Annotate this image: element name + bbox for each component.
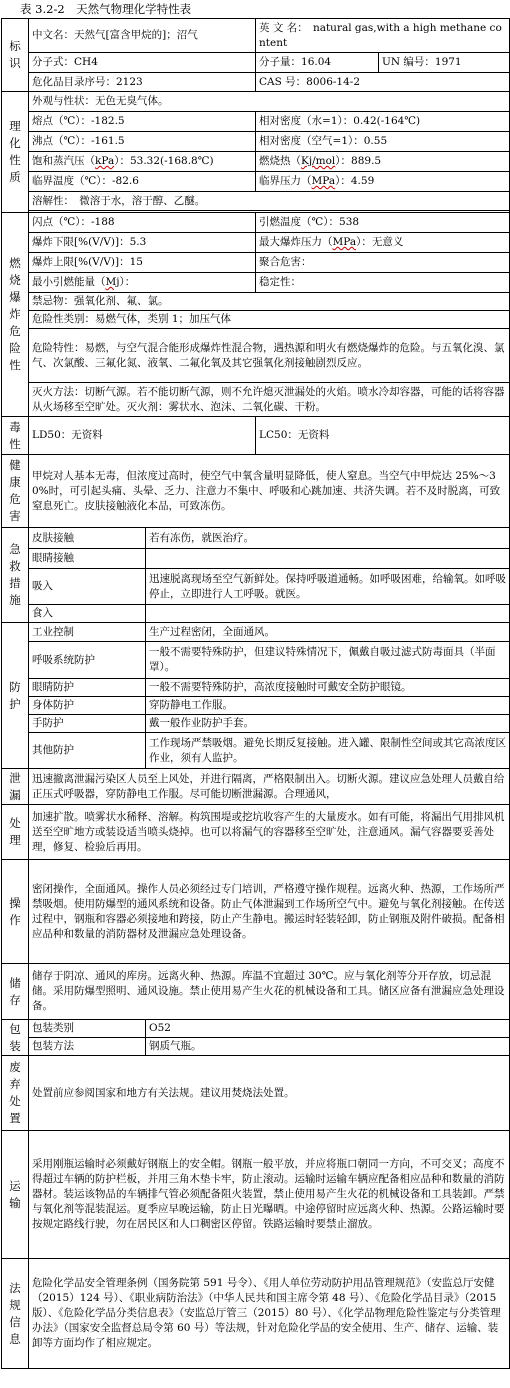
- flash-point: 闪点（℃）：-188: [29, 213, 256, 233]
- leak-text: 迅速撤离泄漏污染区人员至上风处，并进行隔离，严格限制出入。切断火源。建议应急处理人员戴自给正压式呼吸器，穿防静电工作服。尽可能切断泄漏源。合理通风，: [29, 769, 510, 805]
- combustion-heat-unit: Kj/mol: [301, 155, 336, 167]
- section-waste: 废弃处置: [2, 1056, 29, 1131]
- critical-pressure-value: ）：4.59: [335, 175, 375, 187]
- table-caption: 表 3.2-2 天然气物理化学特性表: [20, 2, 192, 16]
- packaging-class-label: 包装类别: [29, 1020, 146, 1038]
- section-packaging: 包装: [2, 1020, 29, 1056]
- boiling-point: 沸点（℃）：-161.5: [29, 132, 256, 152]
- vapor-pressure-label: 饱和蒸汽压（: [32, 155, 95, 167]
- appearance: 外观与性状：无色无臭气体。: [29, 92, 510, 112]
- protection-text-respiratory: 一般不需要特殊防护，但建议特殊情况下，佩戴自吸过滤式防毒面具（半面罩）。: [146, 642, 510, 679]
- section-first-aid: 急救措施: [2, 528, 29, 623]
- protection-text-eye: 一般不需要特殊防护，高浓度接触时可戴安全防护眼镜。: [146, 679, 510, 697]
- critical-pressure: [256, 172, 510, 192]
- first-aid-label-inhalation: 吸入: [29, 569, 146, 605]
- packaging-method-label: 包装方法: [29, 1038, 146, 1056]
- min-ignition-energy: [29, 273, 256, 293]
- protection-text-hand: 戴一般作业防护手套。: [146, 715, 510, 733]
- relative-density-water: 相对密度（水=1）：0.42(-164℃): [256, 112, 510, 132]
- ld50: LD50：无资料: [29, 417, 256, 455]
- min-ignition-label: 最小引燃能量（: [32, 276, 106, 288]
- max-pressure-value: ）：无意义: [356, 236, 404, 248]
- section-health: 健康危害: [2, 455, 29, 528]
- relative-density-air: 相对密度（空气=1）：0.55: [256, 132, 510, 152]
- section-identification: 标识: [2, 19, 29, 92]
- packaging-method-value: 钢质气瓶。: [146, 1038, 510, 1056]
- protection-text-other: 工作现场严禁吸烟。避免长期反复接触。进入罐、限制性空间或其它高浓度区作业，须有人监护。: [146, 733, 510, 769]
- waste-text: 处置前应参阅国家和地方有关法规。建议用焚烧法处置。: [29, 1056, 510, 1131]
- protection-label-engineering: 工业控制: [29, 623, 146, 642]
- saturated-vapor-pressure: [29, 152, 256, 172]
- first-aid-label-ingestion: 食入: [29, 605, 146, 623]
- max-pressure-label: 最大爆炸压力（: [259, 236, 333, 248]
- min-ignition-unit: Mj: [105, 276, 120, 288]
- english-name: 英 文 名： natural gas,with a high methane content: [256, 19, 510, 53]
- incompatible-materials: 禁忌物：强氧化剂、氟、氯。: [29, 293, 510, 311]
- hazard-characteristics: 危险特性：易燃，与空气混合能形成爆炸性混合物，遇热源和明火有燃烧爆炸的危险。与五氧化溴、氯气、次氯酸、三氟化氮、液氧、二氟化氧及其它强氧化剂接触剧烈反应。: [29, 329, 510, 383]
- stability: 稳定性：: [256, 273, 510, 293]
- transport-text: 采用刚瓶运输时必须戴好钢瓶上的安全帽。钢瓶一般平放，并应将瓶口朝同一方向，不可交叉；高度不得超过车辆的防护栏板，并用三角木垫卡牢，防止滚动。运输时运输车辆应配备相应品种和数量的消防器材。装运该物品的车辆排气管必须配备阻火装置，禁止使用易产生火花的机械设备和工具装卸。严禁与氧化剂等混装混运。夏季应早晚运输，防止日光曝晒。中途停留时应远离火种、热源。公路运输时要按规定路线行驶，勿在居民区和人口稠密区停留。铁路运输时要禁止溜放。: [29, 1131, 510, 1259]
- un-number: UN 编号：1971: [379, 53, 510, 73]
- storage-text: 储存于阴凉、通风的库房。远离火种、热源。库温不宜超过 30℃。应与氧化剂等分开存放，切忌混储。采用防爆型照明、通风设施。禁止使用易产生火花的机械设备和工具。储区应备有泄漏应急处理设备。: [29, 964, 510, 1020]
- section-combustion: 燃烧爆炸危险性: [2, 213, 29, 417]
- explosion-upper-limit: 爆炸上限[%(V/V)]：15: [29, 253, 256, 273]
- section-disposal: 处理: [2, 805, 29, 860]
- section-regulations: 法规信息: [2, 1259, 29, 1369]
- protection-label-other: 其他防护: [29, 733, 146, 769]
- solubility: 溶解性： 微溶于水，溶于醇、乙醚。: [29, 192, 510, 211]
- vapor-pressure-value: ）：53.32(-168.8℃): [114, 155, 214, 167]
- protection-text-engineering: 生产过程密闭，全面通风。: [146, 623, 510, 642]
- min-ignition-value: ）：: [119, 276, 136, 288]
- lc50: LC50：无资料: [256, 417, 510, 455]
- operation-text: 密闭操作，全面通风。操作人员必须经过专门培训，严格遵守操作规程。远离火种、热源，工作场所严禁吸烟。使用防爆型的通风系统和设备。防止气体泄漏到工作场所空气中。避免与氧化剂接触。在传送过程中，钢瓶和容器必须接地和跨接，防止产生静电。搬运时轻装轻卸，防止钢瓶及附件破损。配备相应品种和数量的消防器材及泄漏应急处理设备。: [29, 860, 510, 964]
- section-transport: 运输: [2, 1131, 29, 1259]
- section-toxicity: 毒性: [2, 417, 29, 455]
- critical-pressure-unit: MPa: [311, 175, 336, 187]
- first-aid-text-ingestion: [146, 605, 510, 623]
- explosion-lower-limit: 爆炸下限[%(V/V)]：5.3: [29, 233, 256, 253]
- molecular-weight: 分子量：16.04: [256, 53, 379, 73]
- health-hazard-text: 甲烷对人基本无毒，但浓度过高时，使空气中氧含量明显降低，使人窒息。当空气中甲烷达 25%～30%时，可引起头痛、头晕、乏力、注意力不集中、呼吸和心跳加速、共济失调。若不及时脱离，可致窒息死亡。皮肤接触液化本品，可致冻伤。: [29, 455, 510, 528]
- hazard-class: 危险性类别：易燃气体，类别 1；加压气体: [29, 311, 510, 329]
- section-storage: 储存: [2, 964, 29, 1020]
- protection-label-body: 身体防护: [29, 697, 146, 715]
- ignition-temperature: 引燃温度（℃）：538: [256, 213, 510, 233]
- protection-label-eye: 眼睛防护: [29, 679, 146, 697]
- combustion-heat: [256, 152, 510, 172]
- section-leak: 泄漏: [2, 769, 29, 805]
- protection-text-body: 穿防静电工作服。: [146, 697, 510, 715]
- first-aid-text-skin: 若有冻伤，就医治疗。: [146, 528, 510, 549]
- protection-label-hand: 手防护: [29, 715, 146, 733]
- section-operation: 操作: [2, 860, 29, 964]
- chinese-name: 中文名：天然气[富含甲烷的]；沼气: [29, 19, 256, 53]
- disposal-text: 加速扩散。喷雾状水稀释、溶解。构筑围堤或挖坑收容产生的大量废水。如有可能，将漏出气用排风机送至空旷地方或装设适当喷头烧掉。也可以将漏气的容器移至空旷处，注意通风。漏气容器要妥善处理，修复、检验后再用。: [29, 805, 510, 860]
- combustion-heat-label: 燃烧热（: [259, 155, 302, 167]
- polymerization-hazard: 聚合危害：: [256, 253, 510, 273]
- max-explosion-pressure: [256, 233, 510, 253]
- natural-gas-properties-table: [1, 18, 510, 1369]
- combustion-heat-value: ）：889.5: [335, 155, 382, 167]
- first-aid-label-skin: 皮肤接触: [29, 528, 146, 549]
- melting-point: 熔点（℃）：-182.5: [29, 112, 256, 132]
- section-protection: 防护: [2, 623, 29, 769]
- firefighting-method: 灭火方法：切断气源。若不能切断气源，则不允许熄灭泄漏处的火焰。喷水冷却容器，可能的话将容器从火场移至空旷处。灭火剂：雾状水、泡沫、二氧化碳、干粉。: [29, 383, 510, 417]
- first-aid-text-eye: [146, 549, 510, 569]
- max-pressure-unit: MPa: [332, 236, 357, 248]
- regulations-text: 危险化学品安全管理条例（国务院第 591 号令）、《用人单位劳动防护用品管理规范》（安监总厅安健（2015）124 号）、《职业病防治法》（中华人民共和国主席令第 48 号）、《危险化学品目录》（2015 版）、《危险化学品分类信息表》（安监总厅管三（2015）80 号）、《化学品物理危险性鉴定与分类管理办法》（国家安全监督总局令第 60 号）等法规，针对危险化学品的安全使用、生产、储存、运输、装卸等方面均作了相应规定。: [29, 1259, 510, 1369]
- critical-pressure-label: 临界压力（: [259, 175, 312, 187]
- vapor-pressure-unit: kPa: [95, 155, 115, 167]
- catalog-number: 危化品目录序号：2123: [29, 73, 256, 92]
- cas-number: CAS 号：8006-14-2: [256, 73, 510, 92]
- section-physchem: 理化性质: [2, 92, 29, 213]
- first-aid-label-eye: 眼睛接触: [29, 549, 146, 569]
- packaging-class-value: O52: [146, 1020, 510, 1038]
- molecular-formula: 分子式：CH4: [29, 53, 256, 73]
- protection-label-respiratory: 呼吸系统防护: [29, 642, 146, 679]
- critical-temperature: 临界温度（℃）：-82.6: [29, 172, 256, 192]
- first-aid-text-inhalation: 迅速脱离现场至空气新鲜处。保持呼吸道通畅。如呼吸困难，给输氧。如呼吸停止，立即进行人工呼吸。就医。: [146, 569, 510, 605]
